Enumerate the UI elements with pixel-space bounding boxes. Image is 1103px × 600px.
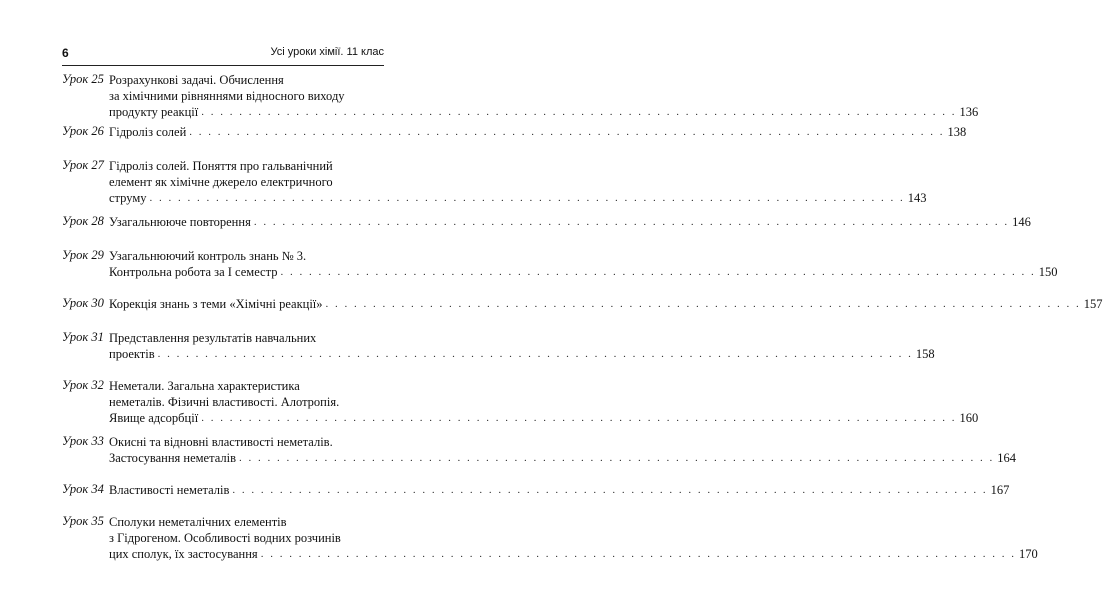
dot-leader: . . . . . . . . . . . . . . . . . . . . . . . . . . . . . . . . . . . . . . . . . . . . . . . . . . . . . . . . . . . . . . . . . . . . . . . . . . . . . . . . — [157, 348, 913, 360]
lesson-label: Урок 26 — [62, 124, 104, 138]
lesson-label: Урок 25 — [62, 72, 104, 86]
entry-title-last-line — [109, 410, 979, 426]
entry-title — [109, 514, 1038, 562]
entry-title-last-line — [109, 450, 1016, 466]
entry-title — [109, 248, 1058, 280]
dot-leader: . . . . . . . . . . . . . . . . . . . . . . . . . . . . . . . . . . . . . . . . . . . . . . . . . . . . . . . . . . . . . . . . . . . . . . . . . . . . . . . . — [253, 216, 1010, 228]
lesson-label: Урок 29 — [62, 248, 104, 262]
entry-title-line: Окисні та відновні властивості неметалів. — [109, 435, 333, 449]
entry-title — [109, 482, 1010, 498]
entry-title-line: Властивості неметалів — [109, 483, 230, 497]
page-ref: 158 — [915, 347, 935, 361]
lesson-label: Урок 35 — [62, 514, 104, 528]
entry-title — [109, 330, 935, 362]
entry-title-line: Розрахункові задачі. Обчислення — [109, 73, 284, 87]
entry-title-line: продукту реакції — [109, 105, 199, 119]
dot-leader: . . . . . . . . . . . . . . . . . . . . . . . . . . . . . . . . . . . . . . . . . . . . . . . . . . . . . . . . . . . . . . . . . . . . . . . . . . . . . . . . — [260, 548, 1016, 560]
entry-title-last-line — [109, 104, 979, 120]
entry-title-line: Контрольна робота за I семестр — [109, 265, 278, 279]
lesson-label: Урок 30 — [62, 296, 104, 310]
page-number: 6 — [62, 46, 69, 60]
page-ref: 167 — [990, 483, 1010, 497]
lesson-label: Урок 34 — [62, 482, 104, 496]
entry-title-line: неметалів. Фізичні властивості. Алотропія. — [109, 395, 340, 409]
entry-title — [109, 214, 1031, 230]
entry-title-line: Сполуки неметалічних елементів — [109, 515, 287, 529]
entry-title-line: проектів — [109, 347, 155, 361]
entry-title — [109, 434, 1016, 466]
entry-title — [109, 378, 979, 426]
page-ref: 138 — [947, 125, 967, 139]
entry-title-line: цих сполук, їх застосування — [109, 547, 258, 561]
page-header — [62, 46, 384, 64]
entry-title-line: елемент як хімічне джерело електричного — [109, 175, 333, 189]
entry-title-last-line — [109, 214, 1031, 230]
page-ref: 160 — [959, 411, 979, 425]
lesson-label: Урок 31 — [62, 330, 104, 344]
dot-leader: . . . . . . . . . . . . . . . . . . . . . . . . . . . . . . . . . . . . . . . . . . . . . . . . . . . . . . . . . . . . . . . . . . . . . . . . . . . . . . . . — [201, 106, 957, 118]
entry-title-last-line — [109, 346, 935, 362]
entry-title-line: Гідроліз солей. Поняття про гальванічний — [109, 159, 333, 173]
dot-leader: . . . . . . . . . . . . . . . . . . . . . . . . . . . . . . . . . . . . . . . . . . . . . . . . . . . . . . . . . . . . . . . . . . . . . . . . . . . . . . . . — [232, 484, 988, 496]
entry-title-last-line — [109, 264, 1058, 280]
page-ref: 143 — [907, 191, 927, 205]
entry-title-last-line — [109, 190, 927, 206]
dot-leader: . . . . . . . . . . . . . . . . . . . . . . . . . . . . . . . . . . . . . . . . . . . . . . . . . . . . . . . . . . . . . . . . . . . . . . . . . . . . . . . . — [201, 412, 957, 424]
entry-title-last-line — [109, 296, 1103, 312]
dot-leader: . . . . . . . . . . . . . . . . . . . . . . . . . . . . . . . . . . . . . . . . . . . . . . . . . . . . . . . . . . . . . . . . . . . . . . . . . . . . . . . . — [189, 126, 945, 138]
page-ref: 150 — [1038, 265, 1058, 279]
entry-title-line: Явище адсорбції — [109, 411, 199, 425]
entry-title-line: Корекція знань з теми «Хімічні реакції» — [109, 297, 323, 311]
entry-title-line: Представлення результатів навчальних — [109, 331, 317, 345]
entry-title — [109, 124, 967, 140]
entry-title-line: з Гідрогеном. Особливості водних розчинів — [109, 531, 341, 545]
page-ref: 157 — [1083, 297, 1103, 311]
page-ref: 136 — [959, 105, 979, 119]
entry-title-last-line — [109, 124, 967, 140]
entry-title-last-line — [109, 482, 1010, 498]
dot-leader: . . . . . . . . . . . . . . . . . . . . . . . . . . . . . . . . . . . . . . . . . . . . . . . . . . . . . . . . . . . . . . . . . . . . . . . . . . . . . . . . — [280, 266, 1036, 278]
lesson-label: Урок 27 — [62, 158, 104, 172]
lesson-label: Урок 32 — [62, 378, 104, 392]
running-title: Усі уроки хімії. 11 клас — [270, 46, 384, 58]
page-ref: 170 — [1018, 547, 1038, 561]
dot-leader: . . . . . . . . . . . . . . . . . . . . . . . . . . . . . . . . . . . . . . . . . . . . . . . . . . . . . . . . . . . . . . . . . . . . . . . . . . . . . . . . — [238, 452, 995, 464]
entry-title-last-line — [109, 546, 1038, 562]
header-rule — [62, 65, 384, 66]
dot-leader: . . . . . . . . . . . . . . . . . . . . . . . . . . . . . . . . . . . . . . . . . . . . . . . . . . . . . . . . . . . . . . . . . . . . . . . . . . . . . . . . — [325, 298, 1081, 310]
entry-title-line: струму — [109, 191, 147, 205]
entry-title — [109, 72, 979, 120]
entry-title-line: Неметали. Загальна характеристика — [109, 379, 300, 393]
page-ref: 164 — [997, 451, 1016, 465]
lesson-label: Урок 28 — [62, 214, 104, 228]
entry-title-line: Гідроліз солей — [109, 125, 187, 139]
lesson-label: Урок 33 — [62, 434, 104, 448]
page-ref: 146 — [1012, 215, 1031, 229]
entry-title — [109, 158, 927, 206]
dot-leader: . . . . . . . . . . . . . . . . . . . . . . . . . . . . . . . . . . . . . . . . . . . . . . . . . . . . . . . . . . . . . . . . . . . . . . . . . . . . . . . . — [149, 192, 905, 204]
entry-title — [109, 296, 1103, 312]
entry-title-line: Застосування неметалів — [109, 451, 236, 465]
entry-title-line: Узагальнююче повторення — [109, 215, 251, 229]
entry-title-line: за хімічними рівняннями відносного виходу — [109, 89, 345, 103]
entry-title-line: Узагальнюючий контроль знань № 3. — [109, 249, 307, 263]
